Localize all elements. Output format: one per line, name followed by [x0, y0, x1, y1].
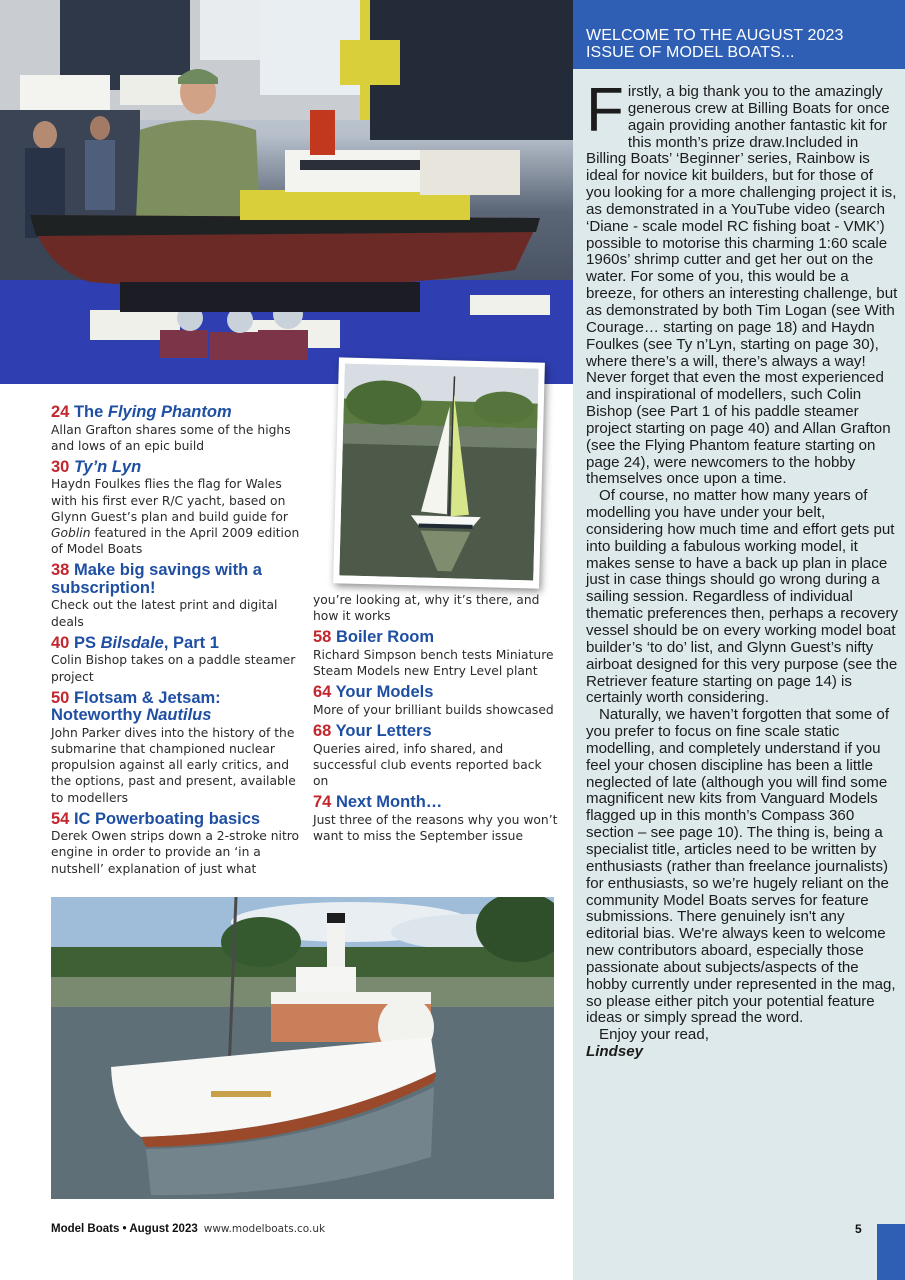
paragraph-text: irstly, a big thank you to the amazingly generous crew at Billing Boats for once again providing another fantastic kit for this month’s prize draw.Included in Billing Boats’ ‘Beginner’ series, Rainbow is ideal for novice kit builders, but for those of you looking for a more challenging project it is, as demonstrated in a YouTube video (search ‘Diane - scale model RC fishing boat - VMK’) possible to motorise this charming 1:60 scale 1960s’ shrimp cutter and get her out on the water. For some of you, this would be a breeze, for others an interesting challenge, but as demonstrated by both Tim Logan (see With Courage… starting on page 18) and Haydn Foulkes (see Ty n’Lyn, starting on page 30), where there’s a will, there’s always a way! Never forget that even the most experienced and inspirational of modellers, such Colin Bishop (see Part 1 of his paddle steamer project starting on page 40) and Allan Grafton (see the Flying Phantom feature starting on page 24), were newcomers to the hobby themselves once upon a time.	[586, 83, 898, 488]
contents-title-italic: Nautilus	[146, 706, 212, 725]
contents-item-54[interactable]	[51, 811, 303, 877]
contents-item-68[interactable]	[313, 723, 558, 789]
contents-item-title	[313, 794, 558, 812]
contents-item-description: Allan Grafton shares some of the highs and lows of an epic build	[51, 422, 291, 453]
contents-item-title	[51, 404, 303, 422]
contents-list-right	[313, 592, 558, 849]
contents-item-title	[51, 635, 303, 653]
contents-list-left	[51, 404, 303, 882]
contents-title-text: The	[73, 403, 108, 421]
page-number-label: 24	[51, 403, 70, 421]
description-text: Haydn Foulkes flies the flag for Wales with his first ever R/C yacht, based on Glynn Guest’s plan and build guide for	[51, 477, 288, 524]
photo-exhibition-tug	[0, 0, 573, 384]
page-number-label: 68	[313, 722, 332, 741]
editorial-paragraph: Of course, no matter how many years of modelling you have under your belt, considering how much time and effort gets put into building a fabulous working model, it makes sense to have a back up plan in place just in case things should go wrong during a sailing session. Regardless of individual thematic preferences then, perhaps a recovery vessel should be on every working model boat builder’s ‘to do’ list, and Glynn Guest’s nifty airboat designed for this very purpose (see the Retriever feature starting on page 14) is certainly worth considering.	[586, 487, 899, 707]
photo-paddle-steamer-bilsdale	[51, 897, 554, 1199]
contents-title-text: Make big savings with a subscription!	[51, 561, 262, 597]
contents-item-description: Check out the latest print and digital deals	[51, 598, 278, 629]
drop-cap: F	[586, 76, 624, 145]
contents-item-38[interactable]	[51, 562, 303, 629]
contents-item-description: Colin Bishop takes on a paddle steamer project	[51, 653, 296, 684]
page-number-label: 40	[51, 633, 70, 652]
contents-item-title	[51, 811, 303, 829]
editorial-paragraph	[586, 76, 899, 488]
page-number: 5	[855, 1222, 862, 1236]
contents-item-54-continued	[313, 592, 558, 624]
page-number-label: 38	[51, 561, 70, 580]
contents-title-italic: Ty’n Lyn	[73, 457, 142, 476]
contents-item-description: Richard Simpson bench tests Miniature Steam Models new Entry Level plant	[313, 647, 554, 679]
yacht-illustration	[339, 363, 538, 580]
contents-title-text: PS	[73, 633, 101, 652]
contents-title-text: , Part 1	[163, 633, 219, 652]
photo-yacht-goblin	[333, 357, 545, 588]
editorial-paragraph: Naturally, we haven’t forgotten that some of you prefer to focus on fine scale static modelling, and completely understand if you feel your chosen discipline has been a little neglected of late (although you will find some magnificent new kits from Vanguard Models flagged up in this month’s Compass 360 section – see page 10). The thing is, being a specialist title, articles need to be written by enthusiasts (rather than freelance journalists) for enthusiasts, so we’re hugely reliant on the community Model Boats serves for feature submissions. There genuinely isn't any editorial bias. We're always keen to welcome new contributors aboard, especially those passionate about subjects/aspects of the hobby currently under represented in the mag, so please either pitch your potential feature ideas or simply spread the word.	[586, 706, 896, 1027]
editorial-body	[586, 76, 899, 1061]
contents-title-text: Your Models	[335, 683, 434, 702]
page-number-label: 58	[313, 628, 332, 647]
contents-item-description	[51, 476, 303, 557]
contents-item-description: Queries aired, info shared, and successful club events reported back on	[313, 741, 542, 788]
contents-title-text: IC Powerboating basics	[73, 809, 261, 828]
contents-item-description: Just three of the reasons why you won’t want to miss the September issue	[313, 812, 558, 843]
contents-item-title	[51, 459, 303, 477]
editorial-panel	[573, 0, 905, 1280]
page-number-label: 64	[313, 683, 332, 702]
contents-item-description-continued: you’re looking at, why it’s there, and how it works	[313, 593, 540, 624]
contents-item-64[interactable]	[313, 684, 558, 718]
contents-title-text: Next Month…	[335, 793, 443, 812]
description-italic: Goblin	[51, 526, 91, 541]
contents-title-italic: Flying Phantom	[107, 403, 232, 421]
contents-item-58[interactable]	[313, 629, 558, 679]
contents-item-description: More of your brilliant builds showcased	[313, 702, 554, 717]
contents-item-74[interactable]	[313, 794, 558, 844]
tug-illustration	[0, 0, 573, 384]
contents-item-title	[51, 690, 303, 725]
page-number-label: 54	[51, 809, 70, 828]
footer-website-link[interactable]: www.modelboats.co.uk	[203, 1223, 326, 1235]
contents-item-description: John Parker dives into the history of the submarine that championed nuclear propulsion against all early critics, and the options, past and present, available to modellers	[51, 725, 296, 805]
contents-item-30[interactable]	[51, 459, 303, 558]
contents-title-text: Your Letters	[335, 722, 432, 741]
page-number-label: 74	[313, 793, 332, 812]
editorial-signoff: Enjoy your read,	[599, 1026, 709, 1044]
editorial-title: WELCOME TO THE AUGUST 2023 ISSUE OF MODEL BOATS...	[586, 27, 844, 61]
contents-item-50[interactable]	[51, 690, 303, 806]
page-number-label: 50	[51, 688, 70, 707]
contents-title-text: Flotsam & Jetsam: Noteworthy	[51, 688, 221, 725]
contents-item-title	[313, 684, 558, 702]
page-number-label: 30	[51, 457, 70, 476]
page-edge-tab	[877, 1224, 905, 1280]
contents-item-title	[313, 629, 558, 647]
contents-title-text: Boiler Room	[335, 628, 435, 647]
contents-item-title	[51, 562, 303, 597]
footer-publication: Model Boats • August 2023	[51, 1223, 198, 1235]
contents-item-24[interactable]	[51, 404, 303, 454]
contents-item-40[interactable]	[51, 635, 303, 685]
description-text: featured in the April 2009 edition of Model Boats	[51, 526, 300, 557]
contents-title-italic: Bilsdale	[100, 633, 164, 652]
editorial-signature: Lindsey	[586, 1043, 644, 1061]
page-footer	[51, 1222, 325, 1235]
contents-item-description: Derek Owen strips down a 2-stroke nitro engine in order to provide an ‘in a nutshell’ explanation of just what	[51, 829, 300, 876]
editorial-header	[573, 0, 905, 69]
steamer-illustration	[51, 897, 554, 1199]
contents-item-title	[313, 723, 558, 741]
